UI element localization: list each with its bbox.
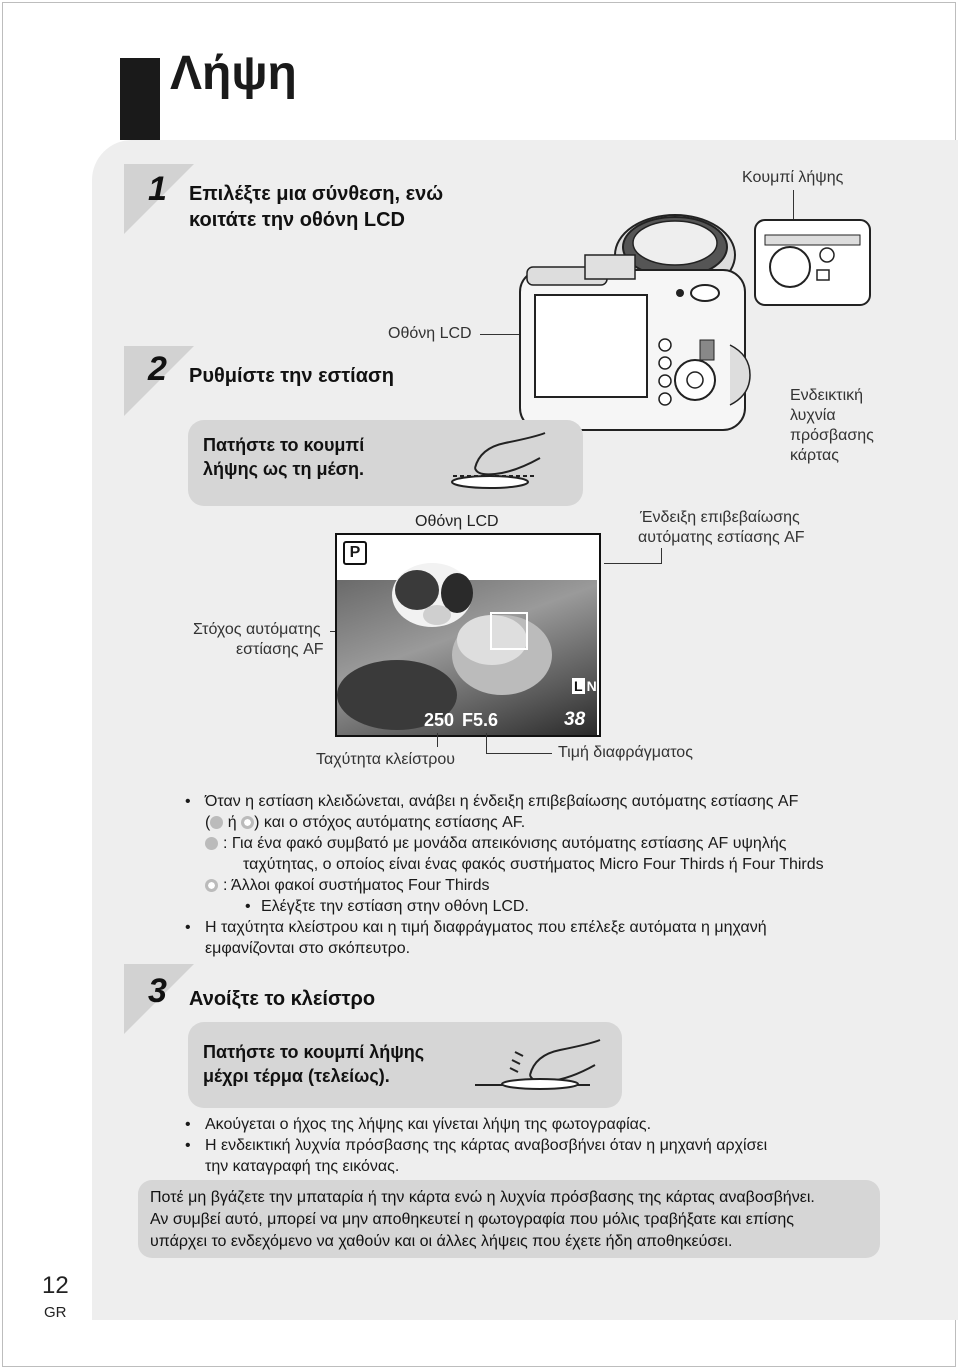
step3-instruction-line2: μέχρι τέρμα (τελείως). bbox=[203, 1066, 390, 1086]
list-item bbox=[185, 1135, 885, 1177]
list-item bbox=[185, 1114, 885, 1135]
card-access-label-3: πρόσβασης bbox=[790, 427, 874, 444]
step3-number: 3 bbox=[148, 972, 167, 1010]
card-access-label-1: Ενδεικτική bbox=[790, 387, 864, 404]
note-text: Η ταχύτητα κλείστρου και η τιμή διαφράγματος που επέλεξε αυτόματα η μηχανή bbox=[205, 919, 767, 936]
quality-indicator bbox=[572, 678, 597, 694]
aperture-label: Τιμή διαφράγματος bbox=[558, 744, 693, 761]
af-target-frame bbox=[490, 612, 528, 650]
step3-title: Ανοίξτε το κλείστρο bbox=[189, 988, 376, 1010]
note-text: Η ενδεικτική λυχνία πρόσβασης της κάρτας αναβοσβήνει όταν η μηχανή αρχίσει bbox=[205, 1137, 768, 1154]
caution-line2: Αν συμβεί αυτό, μπορεί να μην αποθηκευτεί η φωτογραφία που μόλις τραβήξατε και επίσης bbox=[150, 1211, 794, 1228]
text: ( bbox=[205, 814, 211, 831]
sub-text-2: ταχύτητας, ο οποίος είναι ένας φακός συστήματος Micro Four Thirds ή Four Thirds bbox=[243, 856, 824, 873]
quality-l: L bbox=[574, 678, 583, 694]
caution-line3: υπάρχει το ενδεχόμενο να χαθούν και οι άλλες λήψεις που έχετε ήδη αποθηκεύσει. bbox=[150, 1233, 733, 1250]
step2-number: 2 bbox=[148, 350, 167, 388]
language-code: GR bbox=[44, 1304, 67, 1321]
note-text: Ακούγεται ο ήχος της λήψης και γίνεται λήψη της φωτογραφίας. bbox=[205, 1116, 652, 1133]
list-item bbox=[185, 833, 885, 875]
bullet: • bbox=[185, 1116, 191, 1133]
step3-instruction-line1: Πατήστε το κουμπί λήψης bbox=[203, 1042, 425, 1062]
photo-subject bbox=[337, 545, 597, 735]
af-confirm-label-1: Ένδειξη επιβεβαίωσης bbox=[640, 509, 800, 526]
list-item bbox=[185, 875, 885, 917]
page-number: 12 bbox=[42, 1272, 69, 1299]
half-press-finger-icon bbox=[445, 428, 555, 496]
bullet: • bbox=[185, 1137, 191, 1154]
leader-line bbox=[661, 548, 662, 564]
page-title: Λήψη bbox=[170, 47, 297, 100]
card-access-label-4: κάρτας bbox=[790, 447, 839, 464]
note-text: Όταν η εστίαση κλειδώνεται, ανάβει η ένδειξη επιβεβαίωσης αυτόματης εστίασης AF bbox=[205, 793, 799, 810]
af-lock-ring-icon bbox=[241, 816, 254, 829]
af-target-label-2: εστίασης AF bbox=[236, 641, 324, 658]
step1-title-line2: κοιτάτε την οθόνη LCD bbox=[189, 209, 405, 231]
quality-n: N bbox=[586, 678, 597, 694]
shutter-value: 250 bbox=[424, 710, 455, 730]
frames-remaining: 38 bbox=[564, 709, 586, 730]
step2-notes bbox=[185, 791, 885, 959]
af-lock-filled-icon bbox=[205, 837, 218, 850]
list-item bbox=[185, 917, 885, 959]
sub-bullet bbox=[205, 896, 885, 917]
title-bar bbox=[120, 58, 160, 140]
leader-line bbox=[604, 563, 662, 564]
step1-title-line1: Επιλέξτε μια σύνθεση, ενώ bbox=[189, 183, 444, 205]
text: Ελέγξτε την εστίαση στην οθόνη LCD. bbox=[261, 898, 529, 915]
leader-line bbox=[486, 753, 552, 754]
bullet: • bbox=[185, 793, 191, 810]
shutter-speed-label: Ταχύτητα κλείστρου bbox=[316, 751, 456, 768]
text: ) και ο στόχος αυτόματης εστίασης AF. bbox=[254, 814, 526, 831]
step2-instruction-line2: λήψης ως τη μέση. bbox=[203, 459, 364, 479]
step1-number: 1 bbox=[148, 170, 167, 208]
note-text-2: την καταγραφή της εικόνας. bbox=[205, 1158, 400, 1175]
lcd-monitor-label: Οθόνη LCD bbox=[388, 325, 472, 342]
screen-lcd-label: Οθόνη LCD bbox=[415, 513, 499, 530]
step3-notes bbox=[185, 1114, 885, 1177]
card-access-label-2: λυχνία bbox=[790, 407, 836, 424]
leader-line bbox=[437, 733, 438, 747]
bullet: • bbox=[245, 898, 251, 915]
step2-title: Ρυθμίστε την εστίαση bbox=[189, 365, 394, 387]
leader-line bbox=[486, 733, 487, 753]
sub-text: : Άλλοι φακοί συστήματος Four Thirds bbox=[223, 877, 490, 894]
shutter-button-label: Κουμπί λήψης bbox=[742, 169, 844, 186]
list-item bbox=[185, 791, 885, 833]
shooting-mode-p: P bbox=[343, 541, 367, 565]
af-lock-filled-icon bbox=[210, 816, 223, 829]
camera-illustration bbox=[505, 195, 885, 445]
step2-instruction-line1: Πατήστε το κουμπί bbox=[203, 435, 365, 455]
note-text-2 bbox=[205, 812, 885, 833]
af-lock-ring-icon bbox=[205, 879, 218, 892]
full-press-finger-icon bbox=[470, 1030, 610, 1096]
sub-text: : Για ένα φακό συμβατό με μονάδα απεικόνισης αυτόματης εστίασης AF υψηλής bbox=[223, 835, 787, 852]
note-text-2: εμφανίζονται στο σκόπευτρο. bbox=[205, 940, 411, 957]
af-target-label-1: Στόχος αυτόματης bbox=[193, 621, 321, 638]
caution-line1: Ποτέ μη βγάζετε την μπαταρία ή την κάρτα ενώ η λυχνία πρόσβασης της κάρτας αναβοσβήνει. bbox=[150, 1189, 815, 1206]
aperture-value: F5.6 bbox=[462, 710, 499, 730]
af-confirm-label-2: αυτόματης εστίασης AF bbox=[638, 529, 805, 546]
text: ή bbox=[227, 814, 237, 831]
bullet: • bbox=[185, 919, 191, 936]
